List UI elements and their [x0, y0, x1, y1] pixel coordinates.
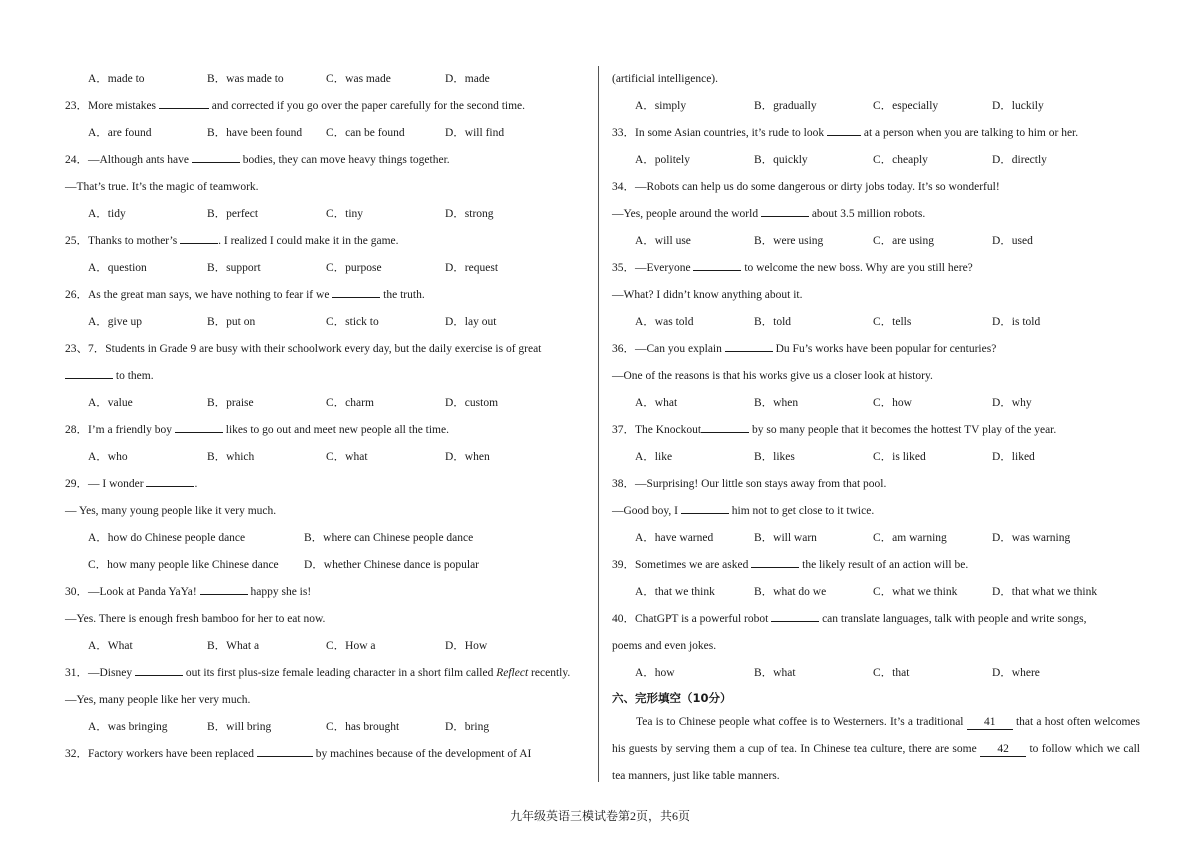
option: A．was bringing: [88, 721, 168, 733]
question-text: happy she is!: [247, 586, 312, 598]
question-text: — Yes, many young people like it very much.: [65, 505, 277, 517]
question-text: likes to go out and meet new people all the time.: [222, 424, 449, 436]
question-text: 33．In some Asian countries, it’s rude to look: [612, 127, 827, 139]
question: [65, 282, 590, 309]
option: C．has brought: [326, 721, 400, 733]
question-text: bodies, they can move heavy things together.: [239, 154, 450, 166]
answer-blank: [146, 472, 194, 487]
option: D．why: [992, 397, 1032, 409]
option: D．request: [445, 262, 499, 274]
question-text: Du Fu’s works have been popular for centuries?: [772, 343, 997, 355]
option: C．am warning: [873, 532, 947, 544]
question-text: and corrected if you go over the paper carefully for the second time.: [208, 100, 526, 112]
answer-blank: [693, 256, 741, 271]
option: D．will find: [445, 127, 505, 139]
option-row: [612, 147, 1140, 174]
option-row: [65, 525, 590, 552]
answer-blank: [701, 418, 749, 433]
option: D．lay out: [445, 316, 497, 328]
passage-text-1: Tea is to Chinese people what coffee is to Westerners. It’s a traditional: [636, 716, 967, 728]
option: A．was told: [635, 316, 694, 328]
option-row: [65, 714, 590, 741]
option: A．question: [88, 262, 147, 274]
passage-text-2: that a host often welcomes his guests by serving them a cup of tea. In Chinese tea culture, there are some: [612, 716, 1141, 755]
option: A．politely: [635, 154, 690, 166]
option-row: [65, 309, 590, 336]
option-row: [65, 633, 590, 660]
question-text: 36．—Can you explain: [612, 343, 725, 355]
option-row: [65, 255, 590, 282]
option: B．where can Chinese people dance: [304, 532, 474, 544]
option: B．will bring: [207, 721, 272, 733]
option: C．especially: [873, 100, 939, 112]
option: B．told: [754, 316, 792, 328]
option: C．tells: [873, 316, 912, 328]
option: A．simply: [635, 100, 687, 112]
option: D．luckily: [992, 100, 1044, 112]
question: [65, 471, 590, 498]
option: D．strong: [445, 208, 494, 220]
question-text: 26．As the great man says, we have nothing to fear if we: [65, 289, 333, 301]
option: C．cheaply: [873, 154, 928, 166]
answer-blank: [192, 148, 240, 163]
option: A．will use: [635, 235, 691, 247]
answer-blank: [180, 229, 218, 244]
option-row: [65, 201, 590, 228]
question-text: him not to get close to it twice.: [728, 505, 875, 517]
answer-blank: [135, 661, 183, 676]
question-text: —Yes. There is enough fresh bamboo for her to eat now.: [65, 613, 326, 625]
option: B．what do we: [754, 586, 827, 598]
option: D．made: [445, 73, 490, 85]
option-row: [65, 444, 590, 471]
answer-blank: [771, 607, 819, 622]
option-row: [612, 309, 1140, 336]
question: [65, 579, 590, 606]
question: [612, 606, 1140, 633]
option: A．how do Chinese people dance: [88, 532, 246, 544]
question-text: 32．Factory workers have been replaced: [65, 748, 257, 760]
question-text: .: [194, 478, 198, 490]
question: [612, 552, 1140, 579]
question-text: —One of the reasons is that his works give us a closer look at history.: [612, 370, 933, 382]
question-text: 40．ChatGPT is a powerful robot: [612, 613, 772, 625]
question-text: 37．The Knockout: [612, 424, 702, 436]
answer-blank: [681, 499, 729, 514]
question-text: the likely result of an action will be.: [799, 559, 969, 571]
question-text: by machines because of the development of AI: [312, 748, 532, 760]
question-text: (artificial intelligence).: [612, 73, 718, 85]
option: C．how many people like Chinese dance: [88, 559, 279, 571]
option: D．when: [445, 451, 490, 463]
option-row: [612, 390, 1140, 417]
option-row: [612, 525, 1140, 552]
option: C．tiny: [326, 208, 364, 220]
question-text: 24．—Although ants have: [65, 154, 192, 166]
option: D．custom: [445, 397, 499, 409]
question-text: 29．— I wonder: [65, 478, 147, 490]
option: C．that: [873, 667, 910, 679]
question-text: about 3.5 million robots.: [808, 208, 926, 220]
question-text: —Good boy, I: [612, 505, 681, 517]
question-text: at a person when you are talking to him or her.: [860, 127, 1079, 139]
option: B．will warn: [754, 532, 817, 544]
question: [65, 417, 590, 444]
option: C．purpose: [326, 262, 382, 274]
option: B．gradually: [754, 100, 817, 112]
option: B．were using: [754, 235, 824, 247]
option: A．tidy: [88, 208, 126, 220]
option: B．which: [207, 451, 255, 463]
option: C．what we think: [873, 586, 958, 598]
option: C．can be found: [326, 127, 405, 139]
option: B．likes: [754, 451, 795, 463]
option: B．perfect: [207, 208, 259, 220]
option: A．like: [635, 451, 673, 463]
question: [65, 147, 590, 174]
option: A．how: [635, 667, 675, 679]
option: D．is told: [992, 316, 1041, 328]
question-text: to welcome the new boss. Why are you still here?: [741, 262, 973, 274]
section-title: 六、完形填空（10分）: [612, 691, 732, 705]
question-text: 34．—Robots can help us do some dangerous or dirty jobs today. It’s so wonderful!: [612, 181, 1000, 193]
option: A．value: [88, 397, 133, 409]
option: A．that we think: [635, 586, 715, 598]
option-row: [65, 66, 590, 93]
answer-blank: [751, 553, 799, 568]
question-text: can translate languages, talk with people and write songs,: [819, 613, 1087, 625]
option: B．praise: [207, 397, 254, 409]
page-footer: 九年级英语三模试卷第2页，共6页: [509, 809, 690, 823]
question-text: poems and even jokes.: [612, 640, 717, 652]
question: [612, 255, 1140, 282]
option: D．was warning: [992, 532, 1071, 544]
option: C．what: [326, 451, 368, 463]
option-row: [612, 660, 1140, 687]
question-text: . I realized I could make it in the game.: [218, 235, 399, 247]
option: D．How: [445, 640, 488, 652]
question-text: 25．Thanks to mother’s: [65, 235, 181, 247]
question-text: to them.: [113, 370, 154, 382]
question: [65, 741, 590, 768]
question: [612, 417, 1140, 444]
question-text: the truth.: [380, 289, 425, 301]
question: [65, 93, 590, 120]
cloze-blank-41: 41: [967, 715, 1013, 730]
question-text: —Yes, many people like her very much.: [65, 694, 251, 706]
question: [612, 336, 1140, 363]
answer-blank: [65, 364, 113, 379]
option: A．What: [88, 640, 133, 652]
right-column: [612, 66, 1140, 790]
option: D．directly: [992, 154, 1047, 166]
option: D．that what we think: [992, 586, 1098, 598]
question-text: 23、7．Students in Grade 9 are busy with their schoolwork every day, but the daily exercise is of great: [65, 343, 542, 355]
option-row: [65, 390, 590, 417]
option: C．is liked: [873, 451, 926, 463]
answer-blank: [175, 418, 223, 433]
answer-blank: [761, 202, 809, 217]
question: [612, 201, 1140, 228]
question: [65, 363, 590, 390]
option: B．when: [754, 397, 799, 409]
option-row: [612, 93, 1140, 120]
option: B．quickly: [754, 154, 808, 166]
option-row: [65, 120, 590, 147]
option: B．What a: [207, 640, 260, 652]
question-text: 35．—Everyone: [612, 262, 694, 274]
option: C．was made: [326, 73, 391, 85]
answer-blank: [257, 742, 313, 757]
option: C．are using: [873, 235, 935, 247]
question-text: by so many people that it becomes the hottest TV play of the year.: [749, 424, 1057, 436]
question-text: 30．—Look at Panda YaYa!: [65, 586, 200, 598]
question-text: recently.: [528, 667, 571, 679]
option: B．what: [754, 667, 796, 679]
option: D．used: [992, 235, 1033, 247]
option: A．what: [635, 397, 678, 409]
option-row: [65, 552, 590, 579]
option: B．was made to: [207, 73, 284, 85]
question-text: 39．Sometimes we are asked: [612, 559, 752, 571]
option: A．have warned: [635, 532, 714, 544]
option: A．give up: [88, 316, 142, 328]
option: D．whether Chinese dance is popular: [304, 559, 480, 571]
question: [612, 498, 1140, 525]
answer-blank: [332, 283, 380, 298]
answer-blank: [159, 94, 209, 109]
film-title: Reflect: [496, 667, 529, 679]
cloze-passage: [612, 709, 1140, 790]
option: B．support: [207, 262, 261, 274]
option: B．put on: [207, 316, 256, 328]
option-row: [612, 579, 1140, 606]
option: C．charm: [326, 397, 374, 409]
cloze-blank-42: 42: [980, 742, 1026, 757]
question: [65, 660, 590, 687]
question: [65, 228, 590, 255]
option: C．How a: [326, 640, 376, 652]
option: C．stick to: [326, 316, 379, 328]
right-questions: [612, 66, 1140, 687]
question-text: 28．I’m a friendly boy: [65, 424, 175, 436]
question-text: 38．—Surprising! Our little son stays away from that pool.: [612, 478, 887, 490]
question-text: —What? I didn’t know anything about it.: [612, 289, 803, 301]
passage-text-3: to follow which we call tea manners, just like table manners.: [612, 743, 1140, 782]
option: D．where: [992, 667, 1040, 679]
option: A．made to: [88, 73, 145, 85]
option: A．are found: [88, 127, 152, 139]
option: A．who: [88, 451, 128, 463]
question-text: 23．More mistakes: [65, 100, 159, 112]
column-divider: [598, 66, 599, 782]
question-text: 31．—Disney: [65, 667, 135, 679]
answer-blank: [200, 580, 248, 595]
question-text: —That’s true. It’s the magic of teamwork.: [65, 181, 259, 193]
question-text: out its first plus-size female leading character in a short film called: [182, 667, 497, 679]
option-row: [612, 228, 1140, 255]
option: D．liked: [992, 451, 1035, 463]
option: B．have been found: [207, 127, 303, 139]
option: D．bring: [445, 721, 490, 733]
option-row: [612, 444, 1140, 471]
option: C．how: [873, 397, 912, 409]
answer-blank: [725, 337, 773, 352]
left-column: [65, 66, 590, 768]
answer-blank: [827, 121, 861, 136]
question: [612, 120, 1140, 147]
question-text: —Yes, people around the world: [612, 208, 761, 220]
